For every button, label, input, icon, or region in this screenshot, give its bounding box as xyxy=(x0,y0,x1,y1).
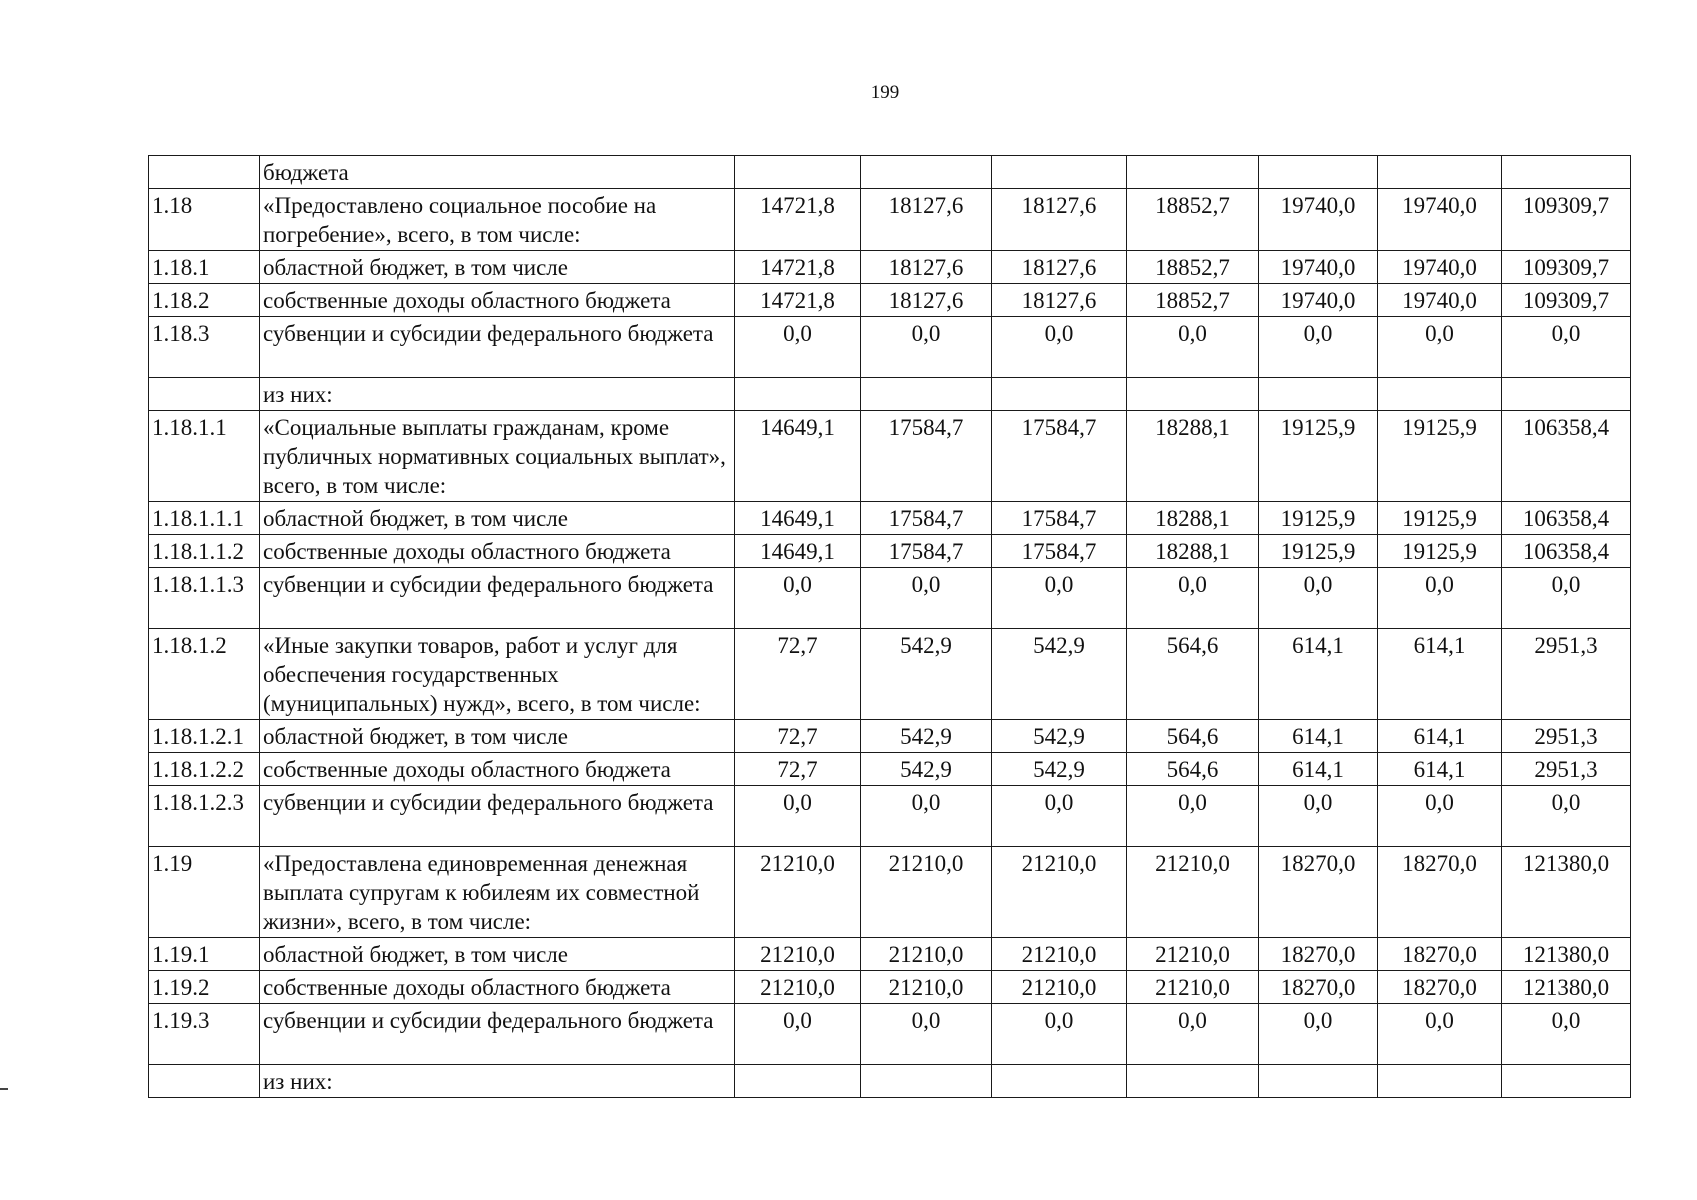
value-cell: 14721,8 xyxy=(735,251,861,284)
value-cell xyxy=(1378,378,1502,411)
value-cell: 614,1 xyxy=(1378,753,1502,786)
value-cell xyxy=(735,1065,861,1098)
value-cell: 19740,0 xyxy=(1259,251,1378,284)
row-code xyxy=(149,378,260,411)
table-row xyxy=(149,720,1631,753)
row-name: из них: xyxy=(260,1065,735,1098)
value-cell: 0,0 xyxy=(1259,568,1378,629)
value-cell xyxy=(1378,1065,1502,1098)
value-cell: 17584,7 xyxy=(861,535,992,568)
value-cell: 19740,0 xyxy=(1378,189,1502,251)
value-cell: 106358,4 xyxy=(1502,535,1631,568)
value-cell: 0,0 xyxy=(861,568,992,629)
value-cell: 18270,0 xyxy=(1259,938,1378,971)
value-cell: 19125,9 xyxy=(1259,411,1378,502)
value-cell: 0,0 xyxy=(861,1004,992,1065)
row-name: «Предоставлена единовременная денежная выплата супругам к юбилеям их совместной жизни», всего, в том числе: xyxy=(260,847,735,938)
value-cell: 0,0 xyxy=(1259,317,1378,378)
table-row xyxy=(149,411,1631,502)
value-cell: 564,6 xyxy=(1127,629,1259,720)
table-row xyxy=(149,753,1631,786)
value-cell: 2951,3 xyxy=(1502,629,1631,720)
table-row xyxy=(149,629,1631,720)
table-row xyxy=(149,786,1631,847)
value-cell: 17584,7 xyxy=(992,535,1127,568)
value-cell xyxy=(861,378,992,411)
row-code: 1.18.1.1 xyxy=(149,411,260,502)
value-cell: 14649,1 xyxy=(735,535,861,568)
row-name: собственные доходы областного бюджета xyxy=(260,535,735,568)
value-cell: 542,9 xyxy=(861,629,992,720)
row-code: 1.18.1.1.2 xyxy=(149,535,260,568)
value-cell: 19740,0 xyxy=(1259,189,1378,251)
value-cell: 542,9 xyxy=(992,720,1127,753)
value-cell xyxy=(1259,156,1378,189)
value-cell: 18127,6 xyxy=(861,189,992,251)
value-cell: 0,0 xyxy=(1502,786,1631,847)
row-name: собственные доходы областного бюджета xyxy=(260,971,735,1004)
row-code: 1.18.1.2 xyxy=(149,629,260,720)
row-code: 1.19.3 xyxy=(149,1004,260,1065)
value-cell: 0,0 xyxy=(1259,786,1378,847)
row-code: 1.18.3 xyxy=(149,317,260,378)
value-cell: 0,0 xyxy=(1378,568,1502,629)
value-cell xyxy=(735,378,861,411)
row-name: областной бюджет, в том числе xyxy=(260,720,735,753)
table-row xyxy=(149,1065,1631,1098)
value-cell: 19740,0 xyxy=(1378,284,1502,317)
value-cell: 18288,1 xyxy=(1127,535,1259,568)
value-cell: 2951,3 xyxy=(1502,753,1631,786)
value-cell: 19740,0 xyxy=(1259,284,1378,317)
row-name: областной бюджет, в том числе xyxy=(260,502,735,535)
value-cell: 19125,9 xyxy=(1378,535,1502,568)
value-cell: 19125,9 xyxy=(1378,411,1502,502)
value-cell: 106358,4 xyxy=(1502,502,1631,535)
value-cell: 18270,0 xyxy=(1378,938,1502,971)
value-cell: 18270,0 xyxy=(1259,971,1378,1004)
value-cell: 542,9 xyxy=(992,753,1127,786)
value-cell: 18852,7 xyxy=(1127,251,1259,284)
value-cell: 614,1 xyxy=(1378,720,1502,753)
table-row xyxy=(149,568,1631,629)
row-name: бюджета xyxy=(260,156,735,189)
value-cell: 18127,6 xyxy=(992,284,1127,317)
table-row xyxy=(149,189,1631,251)
value-cell: 121380,0 xyxy=(1502,938,1631,971)
table-row xyxy=(149,1004,1631,1065)
value-cell: 17584,7 xyxy=(861,502,992,535)
value-cell: 564,6 xyxy=(1127,753,1259,786)
row-code: 1.18 xyxy=(149,189,260,251)
value-cell xyxy=(992,1065,1127,1098)
value-cell: 564,6 xyxy=(1127,720,1259,753)
row-name: областной бюджет, в том числе xyxy=(260,251,735,284)
value-cell: 18127,6 xyxy=(992,189,1127,251)
value-cell: 614,1 xyxy=(1259,720,1378,753)
row-code xyxy=(149,1065,260,1098)
value-cell: 19125,9 xyxy=(1259,502,1378,535)
value-cell: 14721,8 xyxy=(735,284,861,317)
value-cell: 0,0 xyxy=(1378,786,1502,847)
value-cell: 0,0 xyxy=(735,568,861,629)
value-cell: 542,9 xyxy=(861,753,992,786)
value-cell xyxy=(1502,156,1631,189)
value-cell: 18270,0 xyxy=(1378,971,1502,1004)
value-cell: 72,7 xyxy=(735,753,861,786)
value-cell: 21210,0 xyxy=(735,847,861,938)
row-name: из них: xyxy=(260,378,735,411)
table-row xyxy=(149,156,1631,189)
value-cell: 17584,7 xyxy=(861,411,992,502)
value-cell xyxy=(861,1065,992,1098)
row-code xyxy=(149,156,260,189)
value-cell: 542,9 xyxy=(861,720,992,753)
value-cell: 21210,0 xyxy=(1127,971,1259,1004)
value-cell: 0,0 xyxy=(992,786,1127,847)
row-name: субвенции и субсидии федерального бюджета xyxy=(260,317,735,378)
row-code: 1.19 xyxy=(149,847,260,938)
row-code: 1.19.1 xyxy=(149,938,260,971)
value-cell: 21210,0 xyxy=(992,971,1127,1004)
value-cell: 72,7 xyxy=(735,629,861,720)
value-cell: 21210,0 xyxy=(1127,938,1259,971)
value-cell xyxy=(1127,1065,1259,1098)
row-code: 1.19.2 xyxy=(149,971,260,1004)
row-name: субвенции и субсидии федерального бюджета xyxy=(260,568,735,629)
value-cell: 0,0 xyxy=(1127,1004,1259,1065)
row-code: 1.18.2 xyxy=(149,284,260,317)
value-cell: 21210,0 xyxy=(992,938,1127,971)
value-cell xyxy=(1259,1065,1378,1098)
table-row xyxy=(149,251,1631,284)
page-number: 199 xyxy=(870,82,900,103)
value-cell xyxy=(1502,378,1631,411)
value-cell xyxy=(1259,378,1378,411)
value-cell: 109309,7 xyxy=(1502,189,1631,251)
value-cell xyxy=(861,156,992,189)
row-name: субвенции и субсидии федерального бюджета xyxy=(260,786,735,847)
table-row xyxy=(149,847,1631,938)
row-code: 1.18.1 xyxy=(149,251,260,284)
margin-mark xyxy=(0,1088,8,1090)
value-cell: 18270,0 xyxy=(1378,847,1502,938)
value-cell: 0,0 xyxy=(992,317,1127,378)
table-row xyxy=(149,378,1631,411)
value-cell: 0,0 xyxy=(1502,317,1631,378)
value-cell: 21210,0 xyxy=(992,847,1127,938)
value-cell: 0,0 xyxy=(735,786,861,847)
value-cell: 0,0 xyxy=(1502,1004,1631,1065)
value-cell: 18288,1 xyxy=(1127,411,1259,502)
value-cell: 106358,4 xyxy=(1502,411,1631,502)
value-cell: 614,1 xyxy=(1378,629,1502,720)
value-cell: 21210,0 xyxy=(735,938,861,971)
row-name: собственные доходы областного бюджета xyxy=(260,753,735,786)
value-cell: 18127,6 xyxy=(992,251,1127,284)
value-cell: 19740,0 xyxy=(1378,251,1502,284)
row-code: 1.18.1.1.1 xyxy=(149,502,260,535)
value-cell: 18852,7 xyxy=(1127,284,1259,317)
value-cell: 17584,7 xyxy=(992,411,1127,502)
value-cell: 19125,9 xyxy=(1259,535,1378,568)
value-cell xyxy=(735,156,861,189)
value-cell: 21210,0 xyxy=(1127,847,1259,938)
value-cell: 121380,0 xyxy=(1502,971,1631,1004)
row-name: «Предоставлено социальное пособие на погребение», всего, в том числе: xyxy=(260,189,735,251)
value-cell: 0,0 xyxy=(735,317,861,378)
value-cell: 0,0 xyxy=(861,317,992,378)
budget-table xyxy=(148,155,1631,1098)
value-cell: 18852,7 xyxy=(1127,189,1259,251)
value-cell: 0,0 xyxy=(992,568,1127,629)
value-cell: 614,1 xyxy=(1259,629,1378,720)
row-name: субвенции и субсидии федерального бюджета xyxy=(260,1004,735,1065)
value-cell: 21210,0 xyxy=(735,971,861,1004)
value-cell: 0,0 xyxy=(1127,786,1259,847)
value-cell: 109309,7 xyxy=(1502,251,1631,284)
table-row xyxy=(149,502,1631,535)
value-cell: 19125,9 xyxy=(1378,502,1502,535)
value-cell: 0,0 xyxy=(861,786,992,847)
value-cell xyxy=(1127,378,1259,411)
row-code: 1.18.1.2.2 xyxy=(149,753,260,786)
value-cell: 14649,1 xyxy=(735,502,861,535)
value-cell: 614,1 xyxy=(1259,753,1378,786)
row-code: 1.18.1.2.1 xyxy=(149,720,260,753)
row-name: областной бюджет, в том числе xyxy=(260,938,735,971)
row-code: 1.18.1.2.3 xyxy=(149,786,260,847)
table-body xyxy=(149,156,1631,1098)
value-cell: 0,0 xyxy=(1127,568,1259,629)
value-cell: 18288,1 xyxy=(1127,502,1259,535)
value-cell xyxy=(1378,156,1502,189)
value-cell: 14649,1 xyxy=(735,411,861,502)
value-cell: 18127,6 xyxy=(861,251,992,284)
row-code: 1.18.1.1.3 xyxy=(149,568,260,629)
value-cell: 2951,3 xyxy=(1502,720,1631,753)
value-cell: 0,0 xyxy=(1502,568,1631,629)
value-cell: 18127,6 xyxy=(861,284,992,317)
value-cell: 0,0 xyxy=(992,1004,1127,1065)
value-cell: 18270,0 xyxy=(1259,847,1378,938)
value-cell: 14721,8 xyxy=(735,189,861,251)
value-cell: 21210,0 xyxy=(861,971,992,1004)
table-row xyxy=(149,535,1631,568)
value-cell: 109309,7 xyxy=(1502,284,1631,317)
table-row xyxy=(149,284,1631,317)
table-row xyxy=(149,317,1631,378)
value-cell: 0,0 xyxy=(1378,1004,1502,1065)
value-cell xyxy=(992,378,1127,411)
table-row xyxy=(149,938,1631,971)
value-cell: 0,0 xyxy=(735,1004,861,1065)
value-cell xyxy=(992,156,1127,189)
value-cell: 542,9 xyxy=(992,629,1127,720)
table-row xyxy=(149,971,1631,1004)
value-cell: 0,0 xyxy=(1127,317,1259,378)
row-name: «Социальные выплаты гражданам, кроме публичных нормативных социальных выплат», всего, в том числе: xyxy=(260,411,735,502)
value-cell xyxy=(1502,1065,1631,1098)
value-cell xyxy=(1127,156,1259,189)
value-cell: 121380,0 xyxy=(1502,847,1631,938)
value-cell: 17584,7 xyxy=(992,502,1127,535)
value-cell: 21210,0 xyxy=(861,938,992,971)
value-cell: 0,0 xyxy=(1259,1004,1378,1065)
value-cell: 0,0 xyxy=(1378,317,1502,378)
value-cell: 21210,0 xyxy=(861,847,992,938)
value-cell: 72,7 xyxy=(735,720,861,753)
row-name: «Иные закупки товаров, работ и услуг для обеспечения государственных (муниципальных) нужд», всего, в том числе: xyxy=(260,629,735,720)
row-name: собственные доходы областного бюджета xyxy=(260,284,735,317)
